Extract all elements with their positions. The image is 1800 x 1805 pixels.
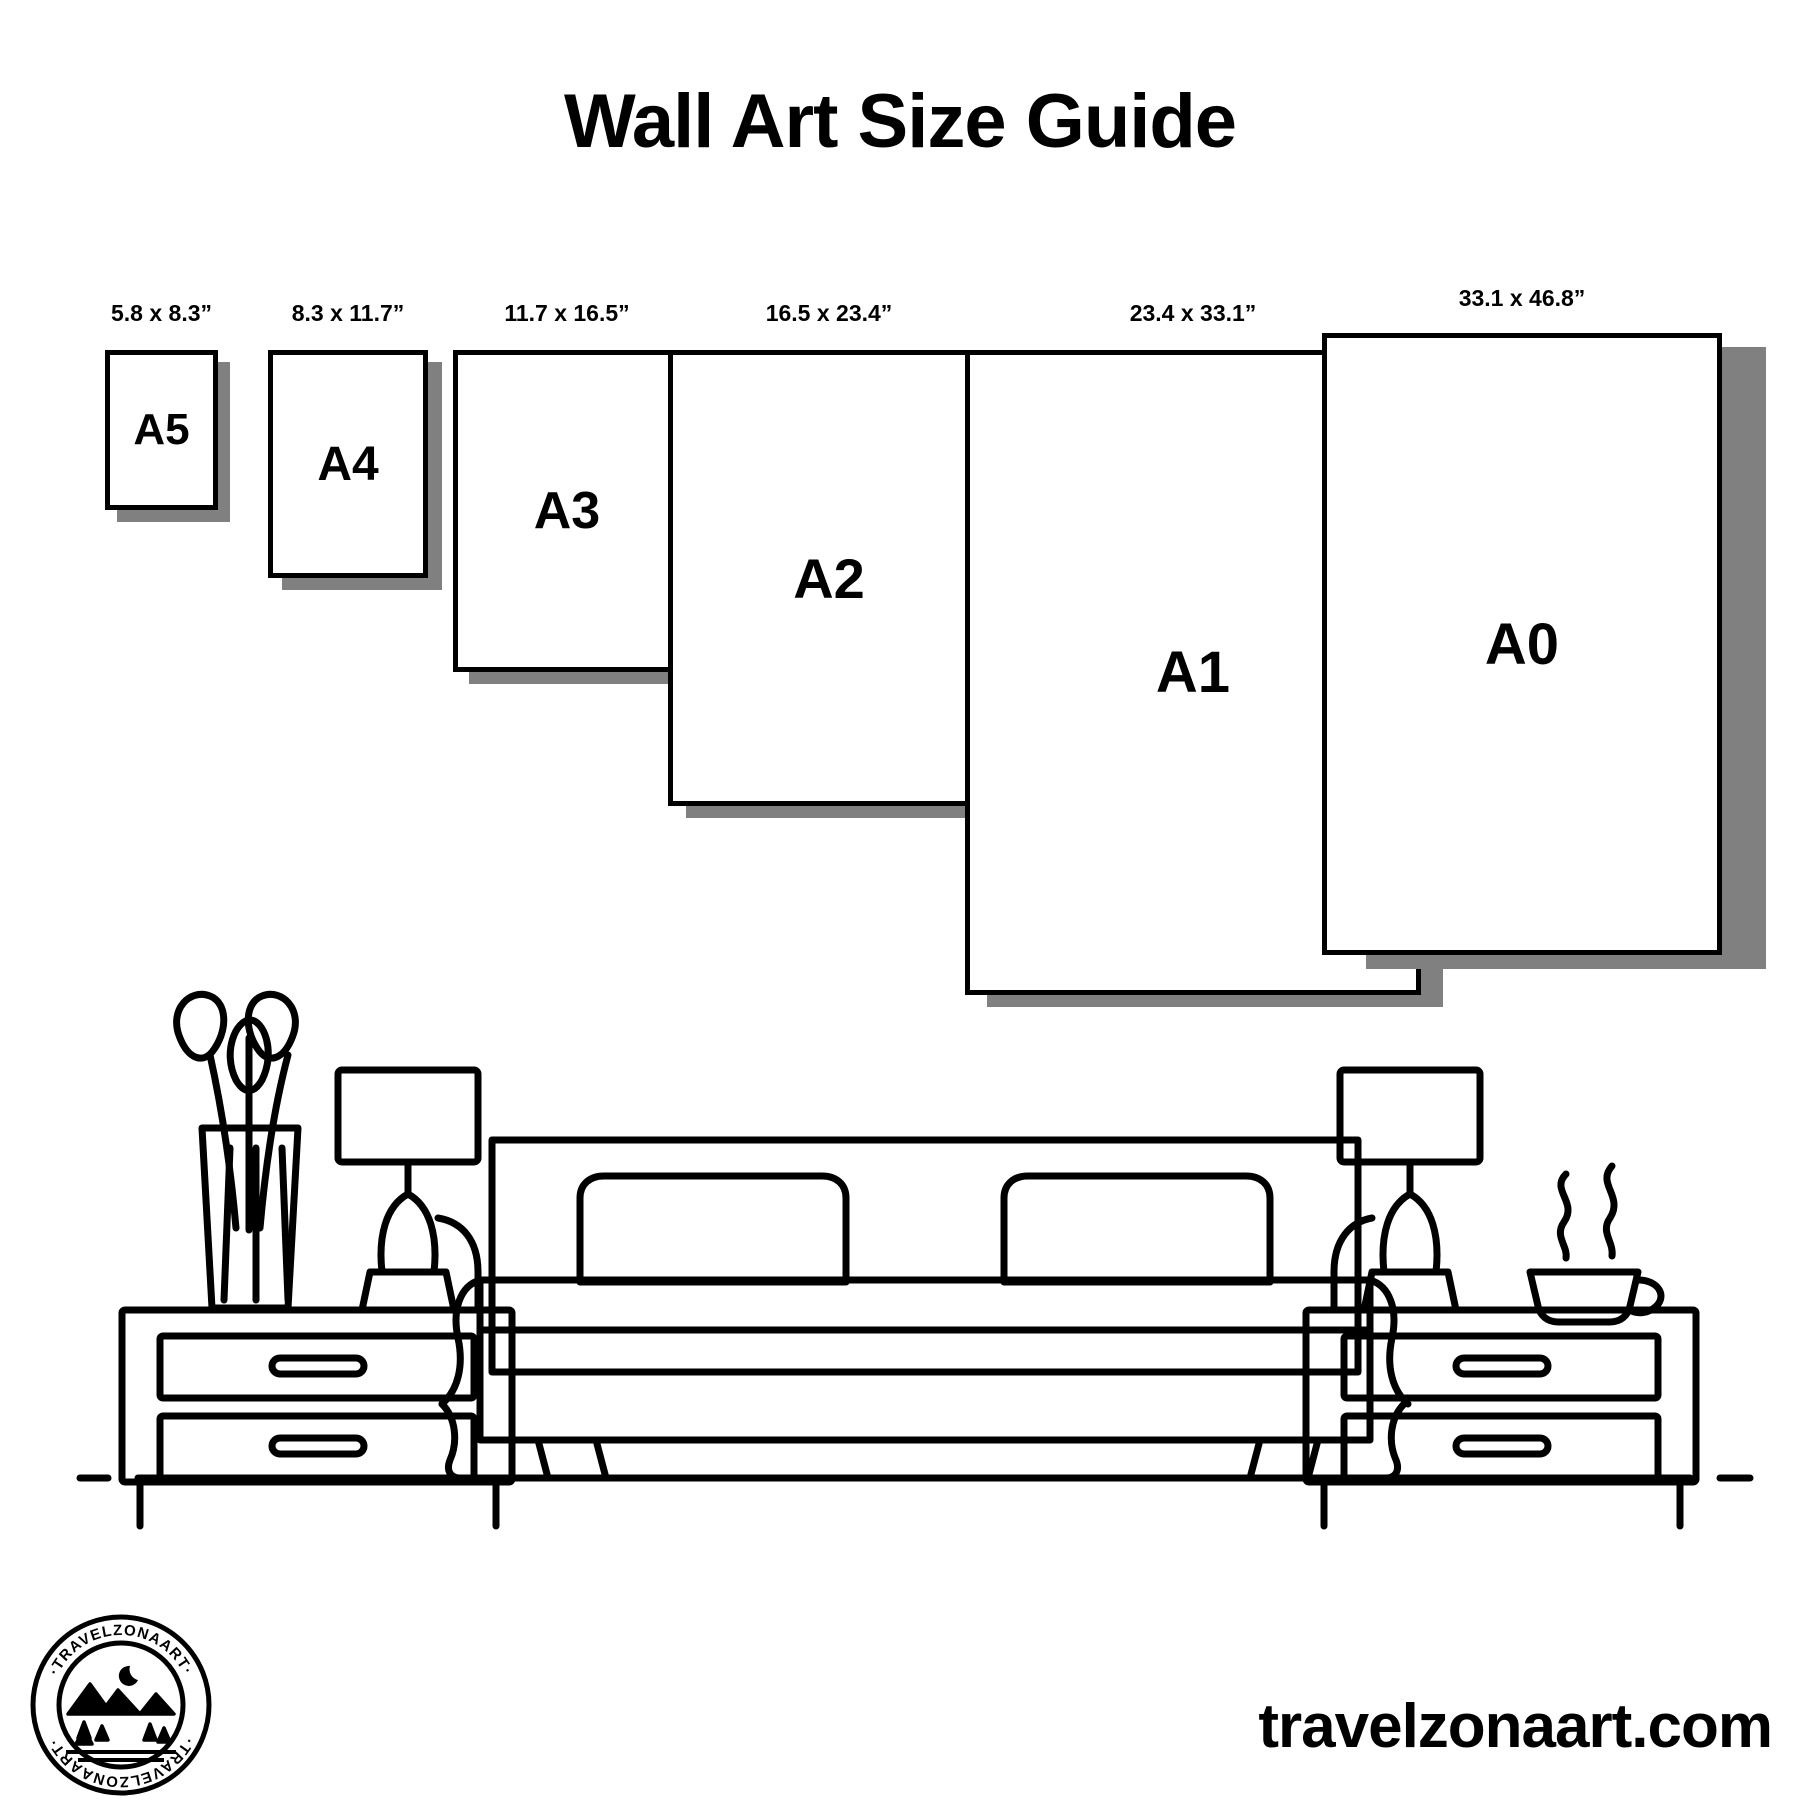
svg-text:·TRAVELZONAART· [45,1735,197,1790]
frame-dimension-label-a0: 33.1 x 46.8” [1458,285,1586,311]
frame-box-a3[interactable] [453,350,681,672]
frame-name-a2: A2 [793,546,865,610]
frame-box-a4[interactable] [268,350,428,578]
page-title: Wall Art Size Guide [563,79,1237,164]
bedroom-scene-illustration [60,980,1760,1540]
frame-dimension-label-a1: 23.4 x 33.1” [1129,300,1257,326]
frame-name-a5: A5 [133,405,190,454]
frame-name-a1: A1 [1155,640,1231,705]
coffee-cup-icon [1530,1166,1661,1322]
frame-box-a0[interactable] [1322,333,1722,955]
frame-box-a2[interactable] [668,350,990,806]
website-url[interactable]: travelzonaart.com [1258,1692,1772,1761]
frame-dimension-label-a5: 5.8 x 8.3” [110,300,213,326]
mountain-emblem-icon [66,1666,176,1760]
vase-with-plant-icon [177,994,298,1308]
right-nightstand-icon [1306,1310,1696,1526]
frame-dimension-label-a2: 16.5 x 23.4” [765,300,893,326]
frame-name-a4: A4 [317,437,379,491]
left-table-lamp-icon [338,1070,478,1310]
brand-logo [26,1610,216,1800]
logo-ring-text-top: ·TRAVELZONAART· [45,1621,197,1679]
frame-name-a0: A0 [1484,611,1560,677]
frame-dimension-label-a3: 11.7 x 16.5” [504,300,630,326]
frame-name-a3: A3 [533,482,601,540]
bed-icon [442,1140,1408,1478]
frame-dimension-label-a4: 8.3 x 11.7” [291,300,405,326]
logo-ring-text-bottom: ·TRAVELZONAART· [44,1734,198,1791]
frame-box-a5[interactable] [105,350,218,510]
